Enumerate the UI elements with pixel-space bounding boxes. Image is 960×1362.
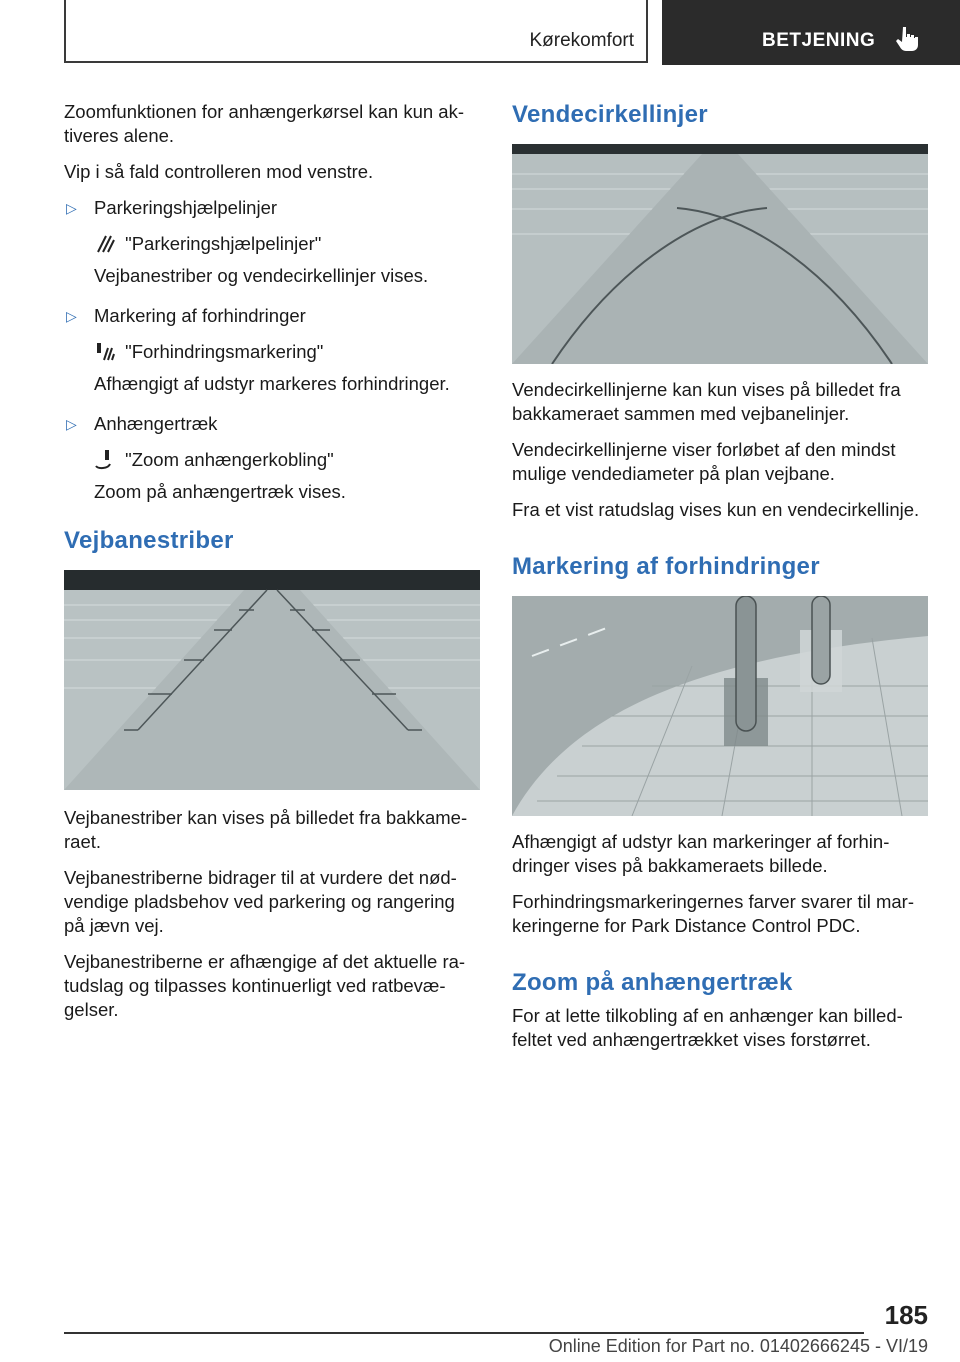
option-menu-entry-1 <box>64 232 480 256</box>
option-item-3 <box>64 412 480 436</box>
page-number: 185 <box>884 1300 928 1330</box>
intro-paragraph-1: Zoomfunktionen for anhængerkørsel kan kun ak-tiveres alene. <box>64 101 465 146</box>
hand-pointer-icon <box>894 24 922 52</box>
section-title-vejbanestriber: Vejbanestriber <box>64 527 234 554</box>
turning-paragraph-3: Fra et vist ratudslag vises kun en vendecirkellinje. <box>512 499 920 520</box>
option-label: Markering af forhindringer <box>94 305 306 326</box>
lane-paragraph-3: Vejbanestriberne er afhængige af det aktuelle ra-tudslag og tilpasses kontinuerligt ved ratbevæ-gelser. <box>64 951 466 1020</box>
obstacle-paragraph-2: Forhindringsmarkeringernes farver svarer til mar-keringerne for Park Distance Control PDC. <box>512 891 914 936</box>
trailer-hitch-icon <box>94 448 116 470</box>
triangle-bullet-icon: ▷ <box>66 200 77 216</box>
option-label: Parkeringshjælpelinjer <box>94 197 278 218</box>
option-menu-entry-2 <box>64 340 480 364</box>
menu-entry-text: "Forhindringsmarkering" <box>125 341 324 362</box>
edition-note: Online Edition for Part no. 01402666245 - VI/19 <box>548 1336 928 1356</box>
footer-divider <box>64 1332 864 1334</box>
triangle-bullet-icon: ▷ <box>66 308 77 324</box>
zoom-paragraph-1: For at lette tilkobling af en anhænger kan billed-feltet ved anhængertrækket vises forstørret. <box>512 1005 903 1050</box>
option-description-2: Afhængigt af udstyr markeres forhindringer. <box>94 373 450 394</box>
lane-paragraph-1: Vejbanestriber kan vises på billedet fra bakkame-raet. <box>64 807 468 852</box>
header-chapter-title: BETJENING <box>762 30 876 51</box>
header-chapter-box <box>662 0 960 65</box>
section-title-vendecirkellinjer: Vendecirkellinjer <box>512 101 708 128</box>
triangle-bullet-icon: ▷ <box>66 416 77 432</box>
turning-paragraph-1: Vendecirkellinjerne kan kun vises på billedet fra bakkameraet sammen med vejbanelinjer. <box>512 379 901 424</box>
menu-entry-text: "Zoom anhængerkobling" <box>125 449 334 470</box>
option-description-3: Zoom på anhængertræk vises. <box>94 481 346 502</box>
turning-paragraph-2: Vendecirkellinjerne viser forløbet af den mindst mulige vendediameter på plan vejbane. <box>512 439 896 484</box>
lane-paragraph-2: Vejbanestriberne bidrager til at vurdere det nød-vendige pladsbehov ved parkering og rangering på jævn vej. <box>64 867 457 936</box>
right-column <box>512 100 928 1064</box>
option-menu-entry-3 <box>64 448 480 472</box>
intro-paragraph-2: Vip i så fald controlleren mod venstre. <box>64 161 374 182</box>
parking-lines-icon <box>94 232 116 254</box>
obstacle-paragraph-1: Afhængigt af udstyr kan markeringer af forhin-dringer vises på bakkameraets billede. <box>512 831 890 876</box>
header-section-box <box>64 0 648 63</box>
option-label: Anhængertræk <box>94 413 218 434</box>
menu-entry-text: "Parkeringshjælpelinjer" <box>125 233 322 254</box>
section-title-zoom: Zoom på anhængertræk <box>512 969 793 996</box>
option-item-1 <box>64 196 480 220</box>
obstacle-marking-icon <box>94 340 116 362</box>
lane-lines-figure <box>64 570 480 790</box>
header-section-title: Kørekomfort <box>529 30 634 51</box>
obstacle-figure <box>512 596 928 816</box>
option-item-2 <box>64 304 480 328</box>
option-description-1: Vejbanestriber og vendecirkellinjer vises. <box>94 265 429 286</box>
section-title-markering: Markering af forhindringer <box>512 553 820 580</box>
left-column <box>64 100 480 1034</box>
turning-circle-figure <box>512 144 928 364</box>
